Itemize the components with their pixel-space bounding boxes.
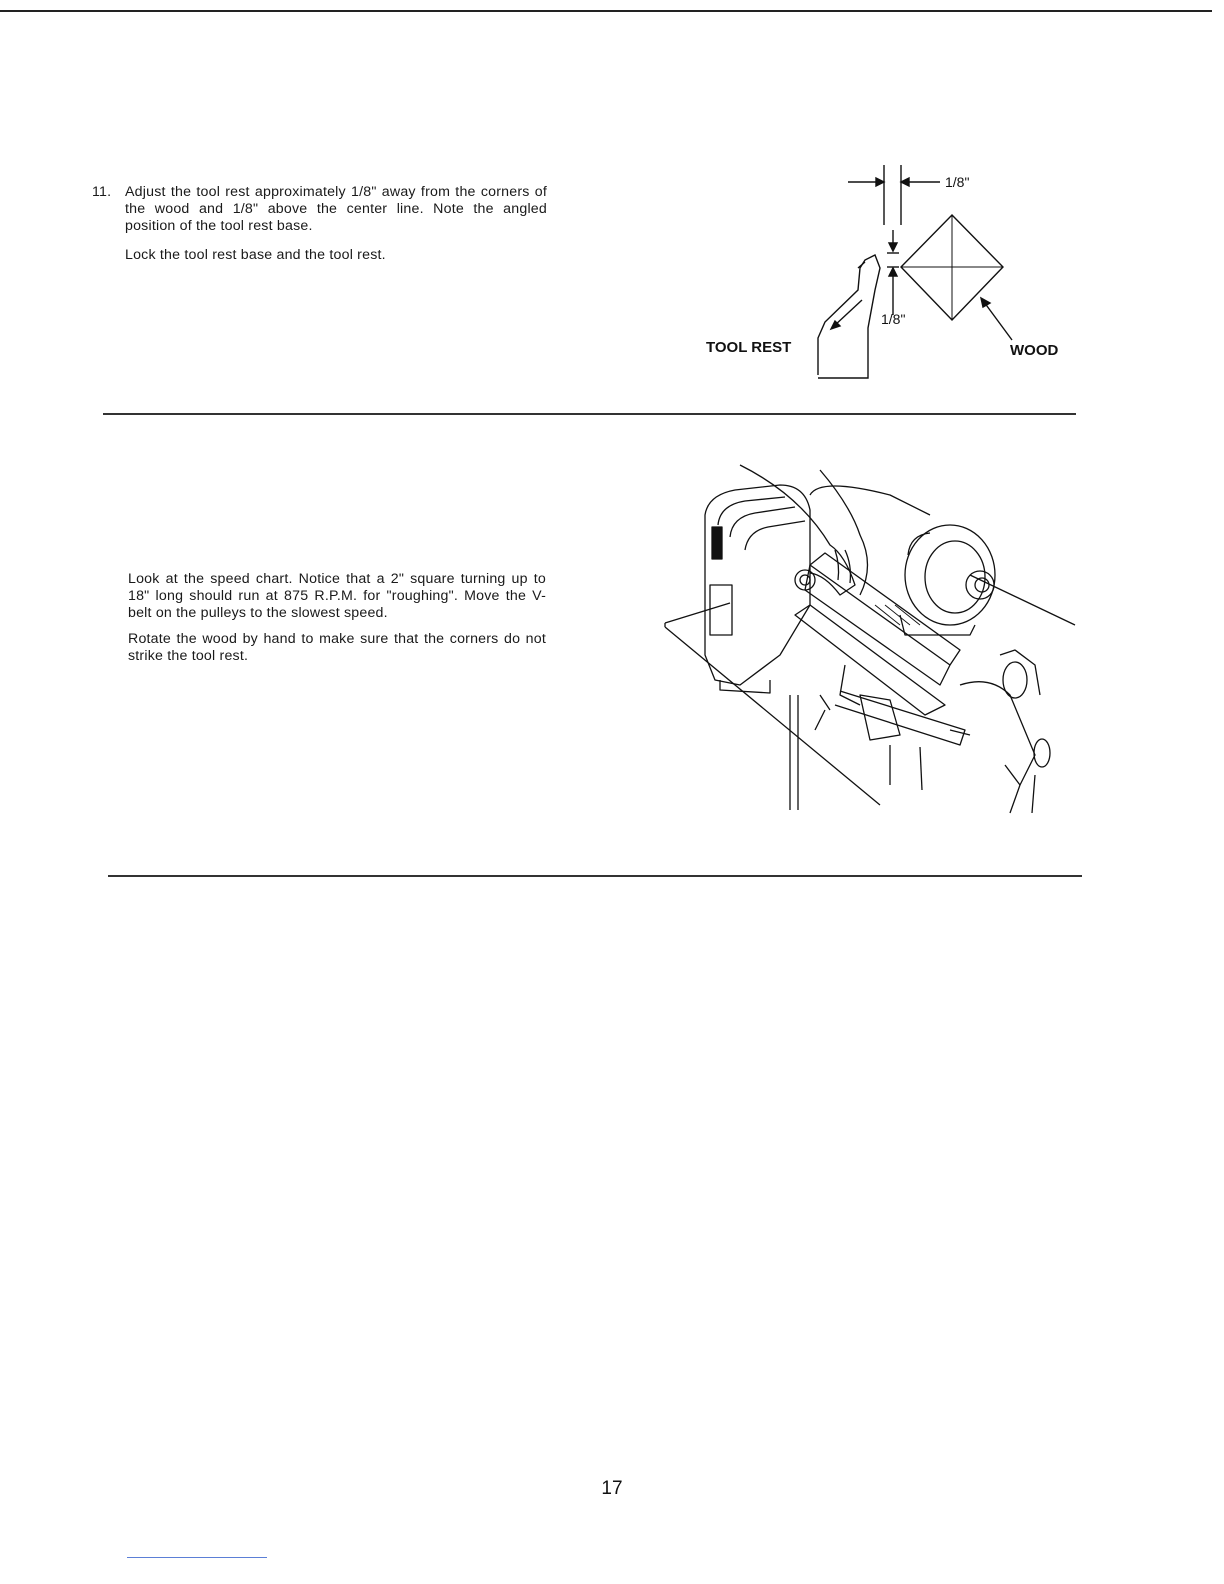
lathe-rotating-wood-illustration: [660, 455, 1080, 815]
step-11-lock-instruction: Lock the tool rest base and the tool rest.: [125, 247, 386, 263]
section-divider: [108, 875, 1082, 877]
step-number: 11.: [92, 184, 112, 200]
page-number: 17: [601, 1478, 623, 1499]
section-divider: [103, 413, 1076, 415]
wood-label: WOOD: [1010, 342, 1059, 359]
step-11: [92, 184, 547, 264]
footer-link-underline: [127, 1557, 267, 1558]
top-border-rule: [0, 10, 1212, 12]
step-11-instruction: Adjust the tool rest approximately 1/8" away from the corners of the wood and 1/8" above the center line. Note the angled position of the tool rest base.: [125, 184, 547, 234]
top-clearance-label: 1/8": [945, 174, 970, 190]
step-12: [128, 571, 546, 665]
height-clearance-label: 1/8": [881, 311, 906, 327]
tool-rest-clearance-diagram: [700, 160, 1080, 385]
speed-chart-instruction: Look at the speed chart. Notice that a 2" square turning up to 18" long should run at 875 R.P.M. for "roughing". Move the V-belt on the pulleys to the slowest speed.: [128, 571, 546, 621]
tool-rest-label: TOOL REST: [706, 339, 792, 356]
rotate-wood-instruction: Rotate the wood by hand to make sure that the corners do not strike the tool rest.: [128, 631, 546, 664]
